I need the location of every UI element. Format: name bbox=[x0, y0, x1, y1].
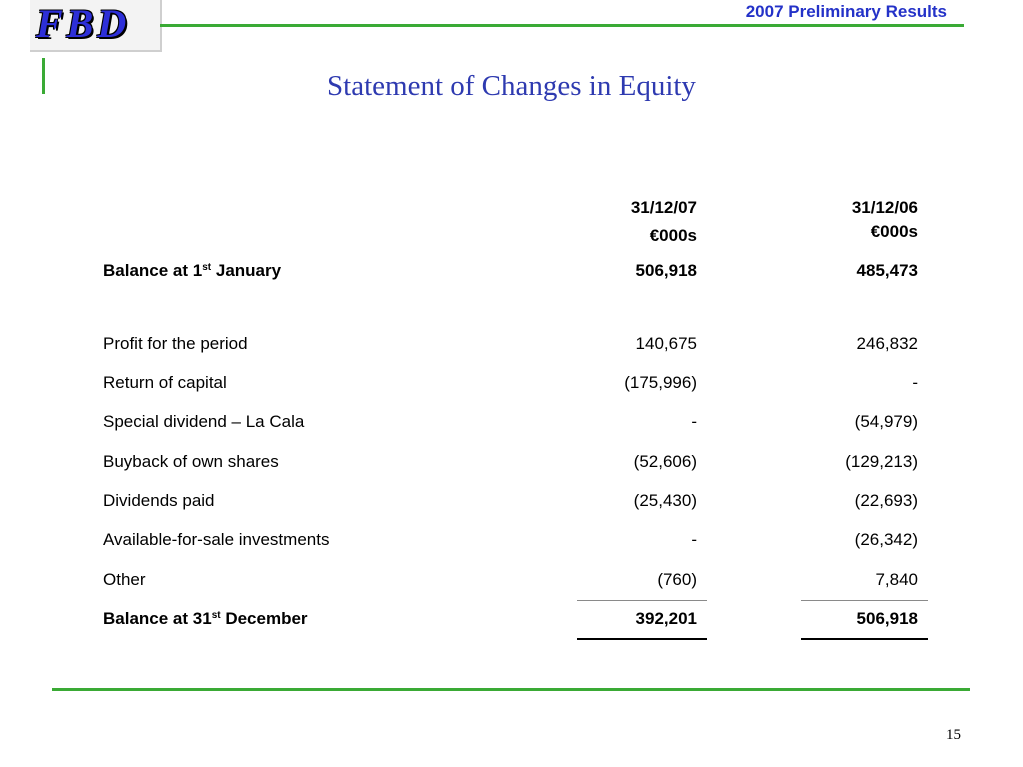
column-header-date-2006: 31/12/06 bbox=[851, 198, 918, 217]
table-row-value-2006: (26,342) bbox=[854, 530, 918, 549]
table-row-value-2006: 246,832 bbox=[856, 334, 918, 353]
closing-balance-2007: 392,201 bbox=[635, 609, 697, 628]
table-row-value-2006: (129,213) bbox=[845, 452, 918, 471]
table-row-label: Return of capital bbox=[103, 373, 227, 392]
total-rule-2006 bbox=[801, 638, 928, 640]
table-row-label: Buyback of own shares bbox=[103, 452, 279, 471]
header-title: 2007 Preliminary Results bbox=[745, 2, 947, 21]
table-row-value-2006: - bbox=[912, 373, 918, 392]
table-row-value-2007: - bbox=[691, 412, 697, 431]
closing-balance-2006: 506,918 bbox=[856, 609, 918, 628]
table-row-value-2007: - bbox=[691, 530, 697, 549]
column-header-date-2007: 31/12/07 bbox=[630, 198, 697, 217]
table-row-label: Profit for the period bbox=[103, 334, 248, 353]
subtotal-rule-2006 bbox=[801, 600, 928, 601]
opening-balance-2006: 485,473 bbox=[856, 261, 918, 280]
column-header-unit-2006: €000s bbox=[870, 222, 918, 241]
table-row-label: Available-for-sale investments bbox=[103, 530, 330, 549]
footer-divider bbox=[52, 688, 970, 691]
column-header-unit-2007: €000s bbox=[649, 226, 697, 245]
page-number: 15 bbox=[946, 727, 961, 743]
table-row-value-2006: (54,979) bbox=[854, 412, 918, 431]
subtotal-rule-2007 bbox=[577, 600, 707, 601]
page-title: Statement of Changes in Equity bbox=[327, 70, 696, 102]
opening-balance-2007: 506,918 bbox=[635, 261, 697, 280]
table-row-value-2007: (25,430) bbox=[633, 491, 697, 510]
table-row-value-2007: (175,996) bbox=[624, 373, 697, 392]
table-row-label: Special dividend – La Cala bbox=[103, 412, 305, 431]
table-row-label: Dividends paid bbox=[103, 491, 215, 510]
table-row-value-2006: (22,693) bbox=[854, 491, 918, 510]
table-row-value-2007: (52,606) bbox=[633, 452, 697, 471]
table-row-value-2006: 7,840 bbox=[875, 570, 918, 589]
logo-text: FBD bbox=[36, 1, 131, 46]
opening-balance-label: Balance at 1st January bbox=[103, 261, 282, 280]
table-row-value-2007: (760) bbox=[657, 570, 697, 589]
table-row-label: Other bbox=[103, 570, 146, 589]
total-rule-2007 bbox=[577, 638, 707, 640]
closing-balance-label: Balance at 31st December bbox=[103, 609, 308, 628]
table-row-value-2007: 140,675 bbox=[635, 334, 697, 353]
